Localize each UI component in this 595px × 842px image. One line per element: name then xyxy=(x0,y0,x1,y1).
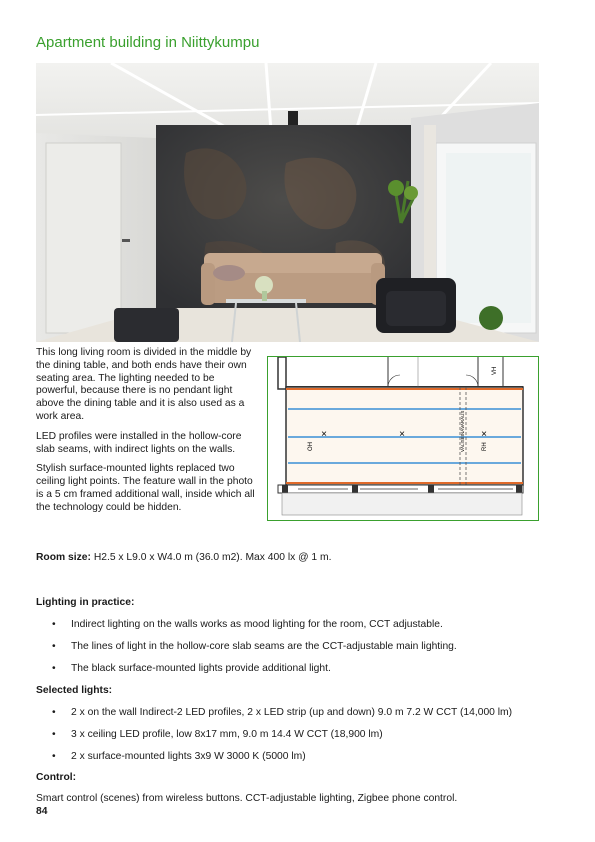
lighting-in-practice-list xyxy=(52,619,457,685)
spot-mark-2: × xyxy=(399,429,405,440)
spot-mark-1: × xyxy=(321,429,327,440)
selected-lights-list xyxy=(52,707,512,773)
intro-paragraph-2: LED profiles were installed in the hollow-core slab seams, with indirect lights on the walls. xyxy=(36,430,242,455)
oh-label: OH xyxy=(308,442,314,451)
page-number: 84 xyxy=(36,806,48,817)
intro-text xyxy=(36,347,258,522)
page-title: Apartment building in Niittykumpu xyxy=(36,34,260,51)
list-item: • 2 x surface-mounted lights 3x9 W 3000 K (5000 lm) xyxy=(52,751,512,773)
list-item: • 3 x ceiling LED profile, low 8x17 mm, 9.0 m 14.4 W CCT (18,900 lm) xyxy=(52,729,512,751)
floor-plan-drawing xyxy=(268,357,538,520)
floor-plan xyxy=(267,356,539,521)
lighting-in-practice-heading: Lighting in practice: xyxy=(36,597,135,608)
rh-label: RH xyxy=(482,442,488,451)
control-heading: Control: xyxy=(36,772,77,783)
room-size-label: Room size: xyxy=(36,552,91,563)
spot-mark-3: × xyxy=(481,429,487,440)
intro-paragraph-3: Stylish surface-mounted lights replaced two ceiling light points. The feature wall in the photo is a 5 cm framed additional wall, inside which all the technology could be hidden. xyxy=(36,463,255,513)
vh-label: VH xyxy=(492,366,498,375)
selected-lights-heading: Selected lights: xyxy=(36,685,113,696)
living-room-photo xyxy=(36,63,539,342)
room-size-value: H2.5 x L9.0 x W4.0 m (36.0 m2). Max 400 lx @ 1 m. xyxy=(93,552,332,563)
living-room-photo-drawing xyxy=(36,63,539,342)
room-size xyxy=(36,552,331,563)
list-item: • Indirect lighting on the walls works as mood lighting for the room, CCT adjustable. xyxy=(52,619,457,641)
list-item: • The black surface-mounted lights provide additional light. xyxy=(52,663,457,685)
control-text: Smart control (scenes) from wireless buttons. CCT-adjustable lighting, Zigbee phone control. xyxy=(36,793,458,804)
list-item: • 2 x on the wall Indirect-2 LED profiles, 2 x LED strip (up and down) 9.0 m 7.2 W CCT (14,000 lm) xyxy=(52,707,512,729)
list-item: • The lines of light in the hollow-core slab seams are the CCT-adjustable main lighting. xyxy=(52,641,457,663)
intro-paragraph-1: This long living room is divided in the middle by the dining table, and both ends have their own seating area. The lighting needed to be powerful, because there is no pendant light above the dining table and it is also used as a work area. xyxy=(36,347,252,422)
valiseinavaraus-label: VÄLISEINÄVARAUS xyxy=(460,410,465,452)
